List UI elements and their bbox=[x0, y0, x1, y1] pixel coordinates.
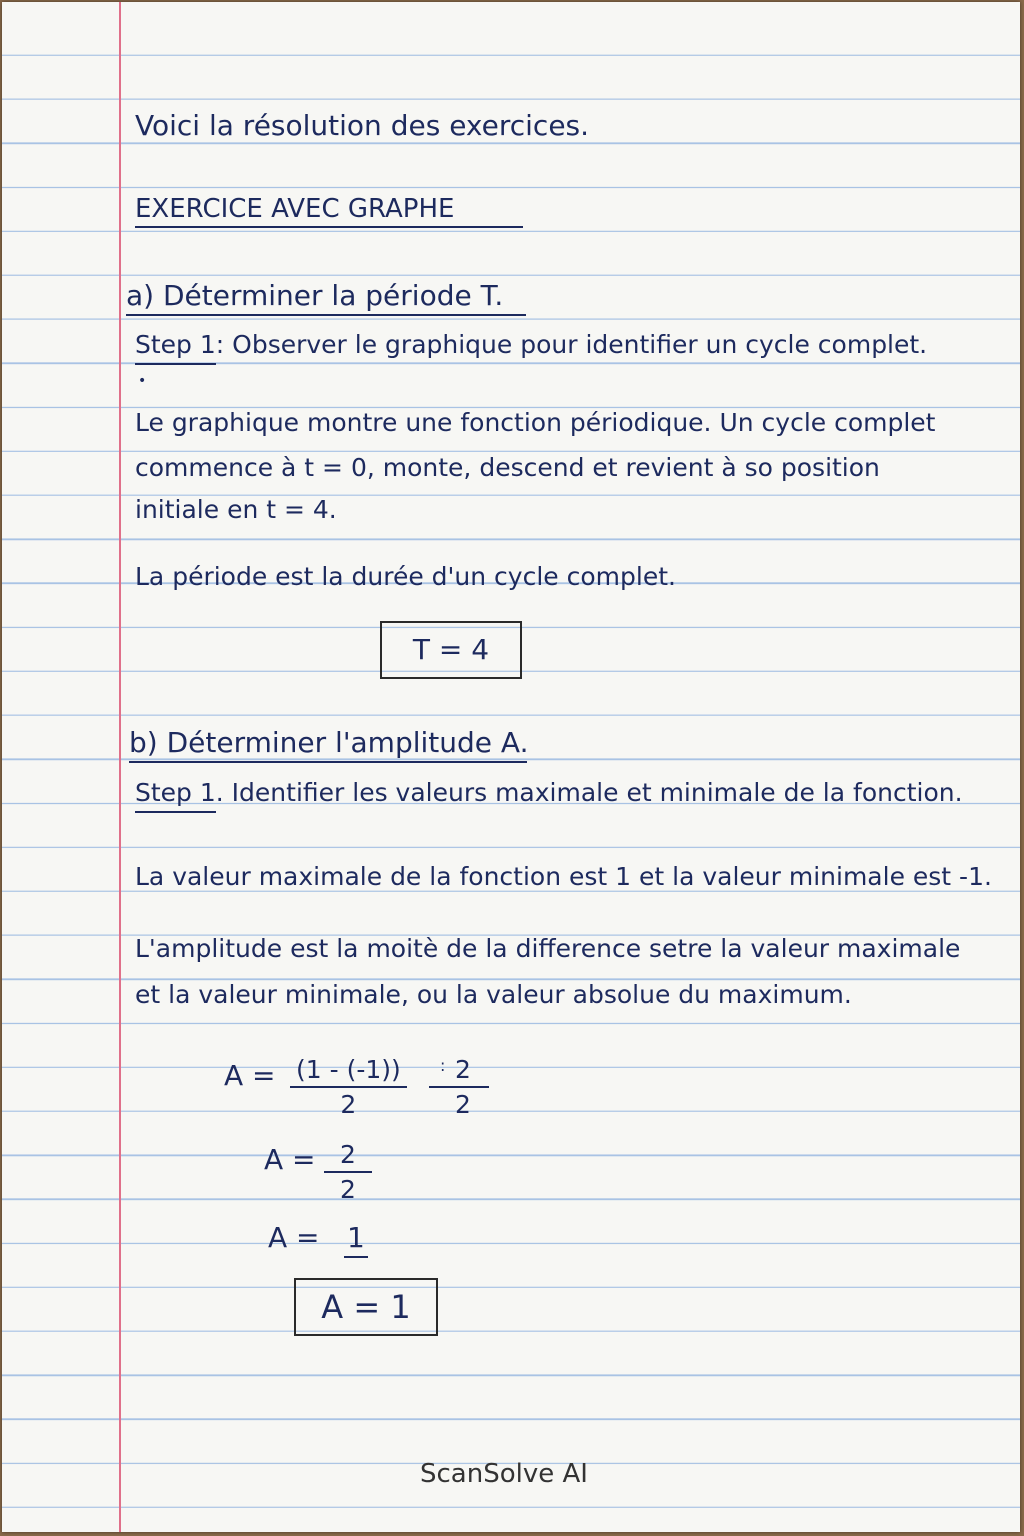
eq2-lhs: A = bbox=[264, 1143, 316, 1176]
part-a-para-2: La période est la durée d'un cycle complet. bbox=[135, 562, 676, 591]
part-a-step-text: : Observer le graphique pour identifier un cycle complet. bbox=[215, 330, 928, 359]
part-a-step bbox=[135, 332, 927, 357]
part-a-para-line-1: Le graphique montre une fonction périodique. Un cycle complet bbox=[135, 408, 936, 437]
part-b-step-text: . Identifier les valeurs maximale et minimale de la fonction. bbox=[215, 778, 963, 807]
part-b-para-2-line-1: L'amplitude est la moitè de la difference setre la valeur maximale bbox=[135, 934, 961, 963]
intro-text: Voici la résolution des exercices. bbox=[135, 109, 590, 142]
eq1-separator: : bbox=[440, 1056, 446, 1075]
eq3-value: 1 bbox=[344, 1224, 368, 1258]
footer-brand: ScanSolve AI bbox=[420, 1459, 588, 1489]
eq1-numerator-2: 2 bbox=[429, 1057, 489, 1088]
eq1-numerator: (1 - (-1)) bbox=[290, 1057, 407, 1088]
amplitude-result: A = 1 bbox=[321, 1288, 411, 1326]
amplitude-result-box bbox=[294, 1278, 438, 1336]
part-a-para-line-2: commence à t = 0, monte, descend et revient à so position bbox=[135, 453, 880, 482]
part-a-para-line-3: initiale en t = 4. bbox=[135, 495, 337, 524]
eq1-denominator-2: 2 bbox=[455, 1090, 471, 1119]
eq2-numerator: 2 bbox=[324, 1142, 372, 1173]
period-result-box bbox=[380, 621, 522, 679]
part-b-para-1: La valeur maximale de la fonction est 1 et la valeur minimale est -1. bbox=[135, 862, 992, 891]
part-b-step bbox=[135, 780, 963, 805]
part-a-heading: a) Déterminer la période T. bbox=[126, 282, 526, 316]
part-a-step-label: Step 1 bbox=[135, 330, 216, 365]
eq3-lhs: A = bbox=[268, 1221, 320, 1254]
part-b-step-label: Step 1 bbox=[135, 778, 216, 813]
eq1-denominator: 2 bbox=[340, 1090, 357, 1119]
eq1-fraction-2 bbox=[429, 1057, 489, 1117]
section-title: EXERCICE AVEC GRAPHE bbox=[135, 196, 523, 228]
margin-line bbox=[119, 2, 121, 1532]
bullet-mark: • bbox=[138, 373, 147, 389]
period-result: T = 4 bbox=[412, 633, 490, 666]
eq1-lhs: A = bbox=[224, 1059, 276, 1092]
eq2-fraction bbox=[324, 1142, 372, 1202]
eq2-denominator: 2 bbox=[340, 1175, 356, 1204]
notebook-page bbox=[2, 2, 1020, 1532]
eq1-fraction bbox=[290, 1057, 407, 1117]
part-b-para-2-line-2: et la valeur minimale, ou la valeur absolue du maximum. bbox=[135, 980, 852, 1009]
part-b-heading: b) Déterminer l'amplitude A. bbox=[129, 729, 527, 763]
